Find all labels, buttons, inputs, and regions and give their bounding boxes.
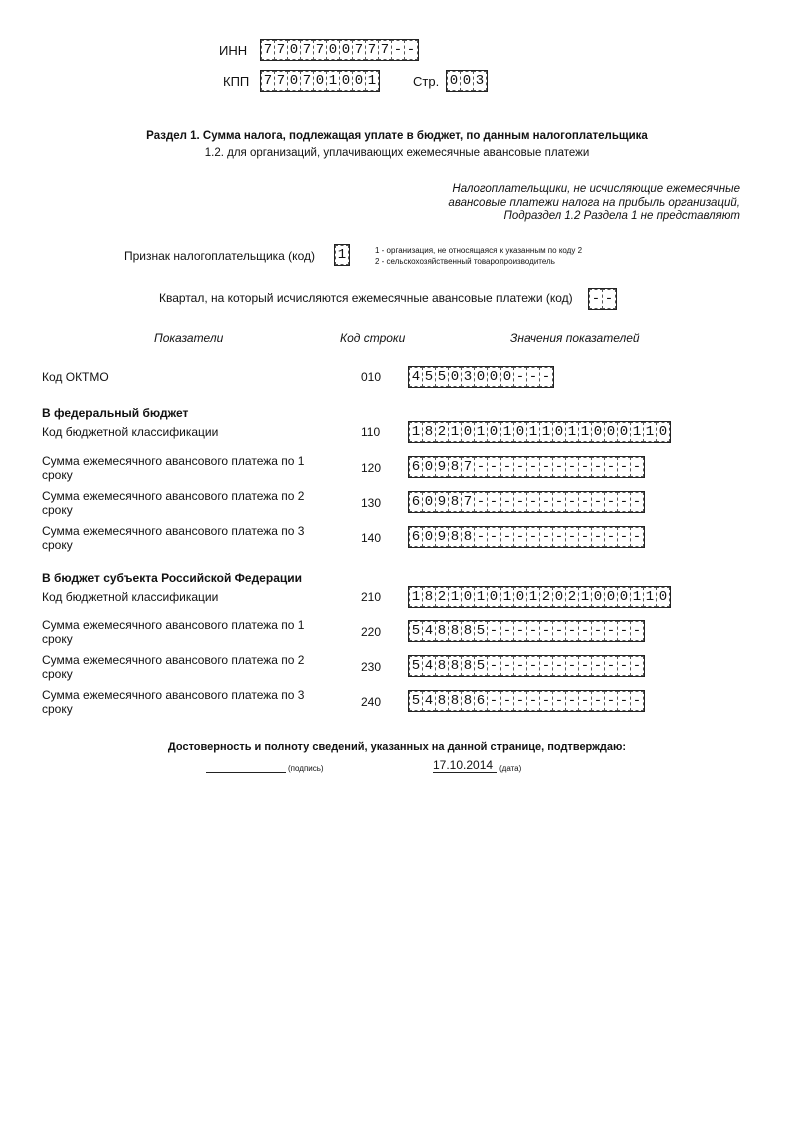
char-cell[interactable]: - xyxy=(565,492,579,512)
date-caption: (дата) xyxy=(499,764,522,773)
signature-caption: (подпись) xyxy=(288,764,324,773)
char-cell[interactable]: 8 xyxy=(435,691,449,711)
char-cell[interactable]: 7 xyxy=(352,40,366,60)
section-title: Раздел 1. Сумма налога, подлежащая уплате в бюджет, по данным налогоплательщика xyxy=(146,130,648,142)
char-cell[interactable]: 8 xyxy=(448,457,462,477)
char-cell[interactable]: 0 xyxy=(447,71,461,91)
char-cell[interactable]: - xyxy=(578,691,592,711)
char-cell[interactable]: 0 xyxy=(339,71,353,91)
line-code: 110 xyxy=(361,425,381,439)
inn-cells[interactable] xyxy=(261,40,418,60)
char-cell[interactable]: 9 xyxy=(435,457,449,477)
char-cell[interactable]: - xyxy=(630,457,644,477)
federal-row-cells[interactable] xyxy=(409,457,644,477)
char-cell[interactable]: - xyxy=(578,457,592,477)
char-cell[interactable]: 0 xyxy=(591,587,605,607)
note-line: Подраздел 1.2 Раздела 1 не представляют xyxy=(503,210,740,222)
char-cell[interactable]: 8 xyxy=(435,621,449,641)
char-cell[interactable]: - xyxy=(500,492,514,512)
char-cell[interactable]: - xyxy=(552,691,566,711)
char-cell[interactable]: - xyxy=(630,621,644,641)
char-cell[interactable]: 1 xyxy=(630,587,644,607)
char-cell[interactable]: - xyxy=(513,457,527,477)
char-cell[interactable]: - xyxy=(552,656,566,676)
char-cell[interactable]: 0 xyxy=(487,422,501,442)
char-cell[interactable]: 1 xyxy=(526,587,540,607)
char-cell[interactable]: - xyxy=(552,621,566,641)
char-cell[interactable]: 8 xyxy=(435,656,449,676)
regional-row-label: Сумма ежемесячного авансового платежа по 3 сроку xyxy=(42,688,305,716)
char-cell[interactable]: - xyxy=(487,691,501,711)
char-cell[interactable]: 2 xyxy=(539,587,553,607)
char-cell[interactable]: 7 xyxy=(274,40,288,60)
char-cell[interactable]: 5 xyxy=(409,621,423,641)
char-cell[interactable]: - xyxy=(539,656,553,676)
char-cell[interactable]: - xyxy=(474,527,488,547)
char-cell[interactable]: 7 xyxy=(313,40,327,60)
line-code: 010 xyxy=(361,370,382,384)
char-cell[interactable]: 0 xyxy=(461,422,475,442)
char-cell[interactable]: - xyxy=(589,289,603,309)
char-cell[interactable]: - xyxy=(391,40,405,60)
line-code: 210 xyxy=(361,590,382,604)
char-cell[interactable]: - xyxy=(630,527,644,547)
char-cell[interactable]: - xyxy=(565,457,579,477)
char-cell[interactable]: 0 xyxy=(287,71,301,91)
taxpayer-sign-label: Признак налогоплательщика (код) xyxy=(124,249,315,263)
federal-kbk-cells[interactable] xyxy=(409,422,670,442)
char-cell[interactable]: 1 xyxy=(448,587,462,607)
char-cell[interactable]: - xyxy=(404,40,418,60)
confirm-text: Достоверность и полноту сведений, указанных на данной странице, подтверждаю: xyxy=(167,741,627,753)
char-cell[interactable]: - xyxy=(500,656,514,676)
char-cell[interactable]: 8 xyxy=(448,656,462,676)
char-cell[interactable]: 1 xyxy=(365,71,379,91)
char-cell[interactable]: - xyxy=(578,656,592,676)
line-code: 140 xyxy=(361,531,382,545)
char-cell[interactable]: 5 xyxy=(409,656,423,676)
federal-row-label: Сумма ежемесячного авансового платежа по 2 сроку xyxy=(42,489,305,517)
char-cell[interactable]: - xyxy=(487,492,501,512)
char-cell[interactable]: 0 xyxy=(287,40,301,60)
regional-kbk-cells[interactable] xyxy=(409,587,670,607)
char-cell[interactable]: - xyxy=(591,492,605,512)
signature-line[interactable] xyxy=(206,772,286,773)
char-cell[interactable]: 8 xyxy=(448,527,462,547)
kpp-label: КПП xyxy=(223,74,250,89)
char-cell[interactable]: 5 xyxy=(474,621,488,641)
char-cell[interactable]: - xyxy=(604,621,618,641)
char-cell[interactable]: - xyxy=(474,457,488,477)
quarter-label: Квартал, на который исчисляются ежемесячные авансовые платежи (код) xyxy=(159,291,573,305)
char-cell[interactable]: 4 xyxy=(422,656,436,676)
col-values: Значения показателей xyxy=(510,331,640,345)
char-cell[interactable]: - xyxy=(513,492,527,512)
char-cell[interactable]: 8 xyxy=(461,621,475,641)
char-cell[interactable]: 9 xyxy=(435,492,449,512)
char-cell[interactable]: - xyxy=(565,527,579,547)
char-cell[interactable]: 8 xyxy=(422,587,436,607)
char-cell[interactable]: 1 xyxy=(448,422,462,442)
char-cell[interactable]: 5 xyxy=(474,656,488,676)
col-indicators: Показатели xyxy=(154,331,224,345)
char-cell[interactable]: 0 xyxy=(656,422,670,442)
char-cell[interactable]: 0 xyxy=(339,40,353,60)
char-cell[interactable]: - xyxy=(617,691,631,711)
char-cell[interactable]: 0 xyxy=(513,422,527,442)
char-cell[interactable]: 8 xyxy=(461,691,475,711)
page-label: Стр. xyxy=(413,74,440,89)
char-cell[interactable]: - xyxy=(591,656,605,676)
line-code: 130 xyxy=(361,496,382,510)
char-cell[interactable]: - xyxy=(591,621,605,641)
char-cell[interactable]: 4 xyxy=(422,621,436,641)
char-cell[interactable]: - xyxy=(513,527,527,547)
char-cell[interactable]: 0 xyxy=(460,71,474,91)
regional-row-label: Сумма ежемесячного авансового платежа по 1 сроку xyxy=(42,618,305,646)
char-cell[interactable]: - xyxy=(500,621,514,641)
char-cell[interactable]: 6 xyxy=(409,492,423,512)
char-cell[interactable]: 1 xyxy=(578,422,592,442)
char-cell[interactable]: - xyxy=(487,656,501,676)
char-cell[interactable]: - xyxy=(526,656,540,676)
char-cell[interactable]: 0 xyxy=(500,367,514,387)
char-cell[interactable]: - xyxy=(526,492,540,512)
char-cell[interactable]: - xyxy=(617,492,631,512)
char-cell[interactable]: - xyxy=(565,621,579,641)
char-cell[interactable]: - xyxy=(487,457,501,477)
char-cell[interactable]: - xyxy=(578,621,592,641)
char-cell[interactable]: - xyxy=(513,691,527,711)
char-cell[interactable]: 4 xyxy=(422,691,436,711)
char-cell[interactable]: 7 xyxy=(261,71,275,91)
federal-heading: В федеральный бюджет xyxy=(42,406,189,420)
char-cell[interactable]: 0 xyxy=(487,587,501,607)
note-line: Налогоплательщики, не исчисляющие ежемесячные xyxy=(452,183,740,195)
regional-row-cells[interactable] xyxy=(409,621,644,641)
char-cell[interactable]: - xyxy=(539,691,553,711)
char-cell[interactable]: - xyxy=(539,527,553,547)
date-value[interactable]: 17.10.2014 xyxy=(433,759,497,773)
char-cell[interactable]: - xyxy=(526,691,540,711)
char-cell[interactable]: 0 xyxy=(352,71,366,91)
oktmo-cells[interactable] xyxy=(409,367,553,387)
char-cell[interactable]: - xyxy=(604,691,618,711)
char-cell[interactable]: 8 xyxy=(461,527,475,547)
char-cell[interactable]: - xyxy=(552,492,566,512)
char-cell[interactable]: 7 xyxy=(365,40,379,60)
char-cell[interactable]: - xyxy=(487,527,501,547)
line-code: 120 xyxy=(361,461,382,475)
char-cell[interactable]: - xyxy=(617,656,631,676)
federal-kbk-label: Код бюджетной классификации xyxy=(42,425,219,439)
char-cell[interactable]: 1 xyxy=(565,422,579,442)
char-cell[interactable]: 1 xyxy=(409,422,423,442)
char-cell[interactable]: - xyxy=(500,527,514,547)
char-cell[interactable]: - xyxy=(617,527,631,547)
char-cell[interactable]: - xyxy=(552,527,566,547)
char-cell[interactable]: 0 xyxy=(656,587,670,607)
federal-row-cells[interactable] xyxy=(409,527,644,547)
char-cell[interactable]: - xyxy=(604,492,618,512)
char-cell[interactable]: - xyxy=(500,457,514,477)
char-cell[interactable]: 8 xyxy=(448,691,462,711)
quarter-cells[interactable] xyxy=(589,289,616,309)
char-cell[interactable]: - xyxy=(513,621,527,641)
char-cell[interactable]: 1 xyxy=(326,71,340,91)
char-cell[interactable]: - xyxy=(630,492,644,512)
char-cell[interactable]: - xyxy=(526,621,540,641)
char-cell[interactable]: 8 xyxy=(422,422,436,442)
regional-row-cells[interactable] xyxy=(409,656,644,676)
char-cell[interactable]: - xyxy=(513,656,527,676)
char-cell[interactable]: 6 xyxy=(474,691,488,711)
col-line-code: Код строки xyxy=(340,331,406,345)
note-line: авансовые платежи налога на прибыль организаций, xyxy=(448,196,740,209)
note xyxy=(448,183,740,224)
char-cell[interactable]: 1 xyxy=(409,587,423,607)
char-cell[interactable]: - xyxy=(604,656,618,676)
char-cell[interactable]: 0 xyxy=(474,367,488,387)
char-cell[interactable]: 7 xyxy=(300,40,314,60)
char-cell[interactable]: - xyxy=(474,492,488,512)
char-cell[interactable]: 0 xyxy=(461,587,475,607)
page-cells[interactable] xyxy=(447,71,487,91)
regional-kbk-label: Код бюджетной классификации xyxy=(42,590,219,604)
char-cell[interactable]: 1 xyxy=(474,587,488,607)
char-cell[interactable]: 6 xyxy=(409,457,423,477)
char-cell[interactable]: - xyxy=(604,457,618,477)
char-cell[interactable]: 7 xyxy=(300,71,314,91)
char-cell[interactable]: 3 xyxy=(473,71,487,91)
char-cell[interactable]: 8 xyxy=(448,621,462,641)
taxpayer-sign-cell[interactable]: 1 xyxy=(335,245,349,265)
char-cell[interactable]: 0 xyxy=(326,40,340,60)
char-cell[interactable]: 0 xyxy=(617,422,631,442)
char-cell[interactable]: 0 xyxy=(313,71,327,91)
char-cell[interactable]: 1 xyxy=(643,587,657,607)
char-cell[interactable]: 0 xyxy=(487,367,501,387)
char-cell[interactable]: - xyxy=(602,289,616,309)
char-cell[interactable]: 0 xyxy=(422,527,436,547)
char-cell[interactable]: 8 xyxy=(461,656,475,676)
char-cell[interactable]: 1 xyxy=(539,422,553,442)
char-cell[interactable]: 7 xyxy=(378,40,392,60)
char-cell[interactable]: 0 xyxy=(604,587,618,607)
char-cell[interactable]: 5 xyxy=(422,367,436,387)
char-cell[interactable]: 0 xyxy=(513,587,527,607)
hint-line: 2 - сельскохозяйственный товаропроизводитель xyxy=(375,257,555,266)
char-cell[interactable]: 6 xyxy=(409,527,423,547)
char-cell[interactable]: - xyxy=(552,457,566,477)
char-cell[interactable]: 1 xyxy=(500,422,514,442)
char-cell[interactable]: - xyxy=(630,656,644,676)
char-cell[interactable]: 5 xyxy=(435,367,449,387)
char-cell[interactable]: 0 xyxy=(552,587,566,607)
char-cell[interactable]: - xyxy=(565,691,579,711)
char-cell[interactable]: 7 xyxy=(274,71,288,91)
char-cell[interactable]: - xyxy=(630,691,644,711)
char-cell[interactable]: - xyxy=(526,367,540,387)
char-cell[interactable]: 9 xyxy=(435,527,449,547)
char-cell[interactable]: 7 xyxy=(461,492,475,512)
char-cell[interactable]: 7 xyxy=(261,40,275,60)
char-cell[interactable]: 0 xyxy=(448,367,462,387)
char-cell[interactable]: 2 xyxy=(435,587,449,607)
line-code: 240 xyxy=(361,695,382,709)
char-cell[interactable]: - xyxy=(539,492,553,512)
char-cell[interactable]: 2 xyxy=(565,587,579,607)
taxpayer-sign-hints xyxy=(375,245,582,267)
regional-row-cells[interactable] xyxy=(409,691,644,711)
char-cell[interactable]: - xyxy=(578,492,592,512)
char-cell[interactable]: 1 xyxy=(526,422,540,442)
regional-heading: В бюджет субъекта Российской Федерации xyxy=(42,571,302,585)
char-cell[interactable]: - xyxy=(526,527,540,547)
char-cell[interactable]: 0 xyxy=(604,422,618,442)
federal-row-label: Сумма ежемесячного авансового платежа по 3 сроку xyxy=(42,524,305,552)
line-code: 220 xyxy=(361,625,382,639)
kpp-cells[interactable] xyxy=(261,71,379,91)
char-cell[interactable]: 0 xyxy=(422,457,436,477)
oktmo-label: Код ОКТМО xyxy=(42,370,109,384)
char-cell[interactable]: - xyxy=(539,367,553,387)
char-cell[interactable]: - xyxy=(539,621,553,641)
char-cell[interactable]: 4 xyxy=(409,367,423,387)
char-cell[interactable]: - xyxy=(539,457,553,477)
char-cell[interactable]: 0 xyxy=(591,422,605,442)
char-cell[interactable]: - xyxy=(617,457,631,477)
regional-row-label: Сумма ежемесячного авансового платежа по 2 сроку xyxy=(42,653,305,681)
char-cell[interactable]: - xyxy=(565,656,579,676)
line-code: 230 xyxy=(361,660,382,674)
char-cell[interactable]: 2 xyxy=(435,422,449,442)
char-cell[interactable]: - xyxy=(591,527,605,547)
char-cell[interactable]: 1 xyxy=(643,422,657,442)
char-cell[interactable]: 1 xyxy=(474,422,488,442)
char-cell[interactable]: 1 xyxy=(578,587,592,607)
char-cell[interactable]: - xyxy=(604,527,618,547)
federal-row-label: Сумма ежемесячного авансового платежа по 1 сроку xyxy=(42,454,305,482)
char-cell[interactable]: 8 xyxy=(448,492,462,512)
section-subtitle: 1.2. для организаций, уплачивающих ежемесячные авансовые платежи xyxy=(204,147,590,159)
char-cell[interactable]: 0 xyxy=(422,492,436,512)
char-cell[interactable]: 0 xyxy=(552,422,566,442)
inn-label: ИНН xyxy=(219,43,248,58)
char-cell[interactable]: - xyxy=(617,621,631,641)
federal-row-cells[interactable] xyxy=(409,492,644,512)
char-cell[interactable]: 0 xyxy=(617,587,631,607)
char-cell[interactable]: 1 xyxy=(500,587,514,607)
char-cell[interactable]: - xyxy=(513,367,527,387)
char-cell[interactable]: - xyxy=(591,691,605,711)
char-cell[interactable]: 3 xyxy=(461,367,475,387)
char-cell[interactable]: - xyxy=(500,691,514,711)
char-cell[interactable]: 1 xyxy=(630,422,644,442)
hint-line: 1 - организация, не относящаяся к указанным по коду 2 xyxy=(375,246,583,255)
char-cell[interactable]: - xyxy=(578,527,592,547)
char-cell[interactable]: 7 xyxy=(461,457,475,477)
char-cell[interactable]: - xyxy=(526,457,540,477)
char-cell[interactable]: - xyxy=(591,457,605,477)
char-cell[interactable]: - xyxy=(487,621,501,641)
char-cell[interactable]: 5 xyxy=(409,691,423,711)
